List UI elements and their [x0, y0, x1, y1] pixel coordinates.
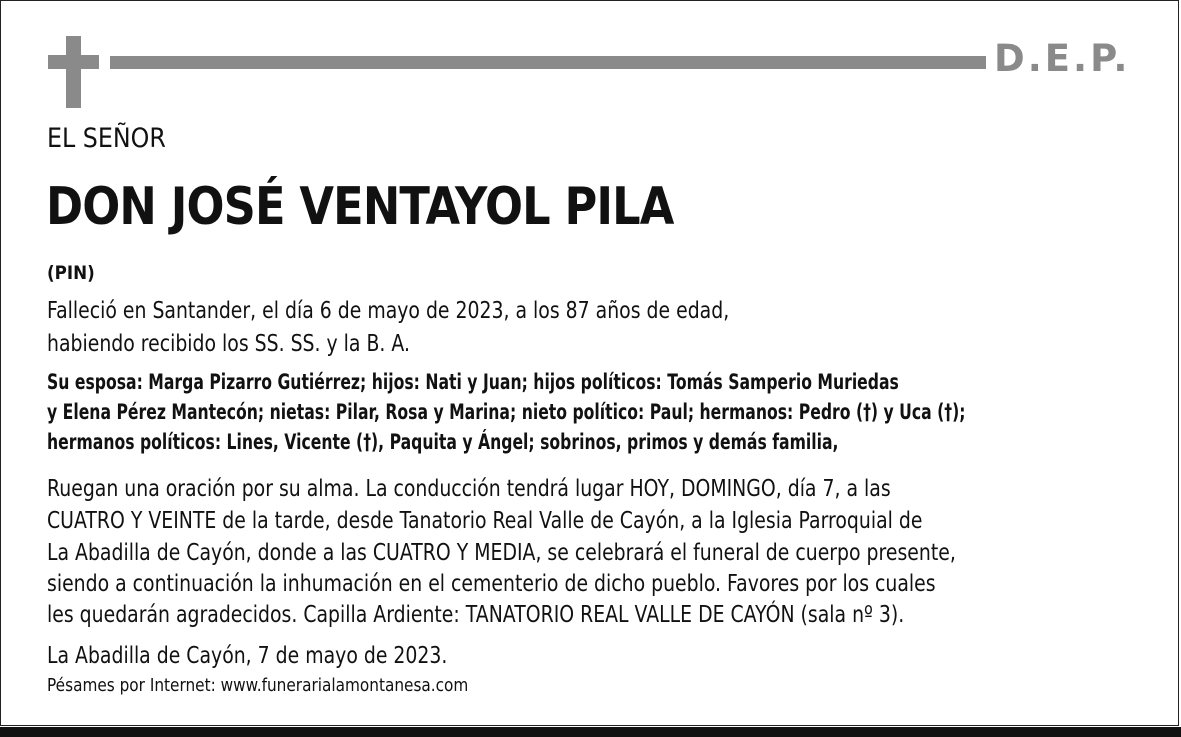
family-line: Su esposa: Marga Pizarro Gutiérrez; hijos: Nati y Juan; hijos políticos: Tomás Samperio Muriedas	[47, 370, 899, 394]
ceremony-line: siendo a continuación la inhumación en el cementerio de dicho pueblo. Favores por los cuales	[47, 571, 936, 597]
cross-icon-horizontal	[48, 55, 99, 69]
header-rule	[110, 56, 986, 69]
death-line: Falleció en Santander, el día 6 de mayo de 2023, a los 87 años de edad,	[47, 298, 730, 324]
honorific-prefix: EL SEÑOR	[47, 123, 166, 154]
place-date: La Abadilla de Cayón, 7 de mayo de 2023.	[47, 643, 448, 669]
cross-icon-vertical	[66, 36, 81, 108]
ceremony-line: les quedarán agradecidos. Capilla Ardiente: TANATORIO REAL VALLE DE CAYÓN (sala nº 3).	[47, 602, 905, 628]
online-condolences: Pésames por Internet: www.funerarialamontanesa.com	[47, 675, 469, 696]
ceremony-line: Ruegan una oración por su alma. La conducción tendrá lugar HOY, DOMINGO, día 7, a las	[47, 476, 891, 502]
ceremony-line: La Abadilla de Cayón, donde a las CUATRO Y MEDIA, se celebrará el funeral de cuerpo presente,	[47, 540, 956, 566]
ceremony-line: CUATRO Y VEINTE de la tarde, desde Tanatorio Real Valle de Cayón, a la Iglesia Parroquial de	[47, 508, 923, 534]
deceased-name: DON JOSÉ VENTAYOL PILA	[46, 177, 674, 237]
nickname: (PIN)	[47, 262, 95, 284]
bottom-bar	[0, 727, 1181, 737]
family-line: hermanos políticos: Lines, Vicente (†), Paquita y Ángel; sobrinos, primos y demás familia,	[47, 430, 839, 454]
family-line: y Elena Pérez Mantecón; nietas: Pilar, Rosa y Marina; nieto político: Paul; hermanos: Pedro (†) y Uca (†);	[47, 400, 966, 424]
dep-label: D.E.P.	[994, 37, 1131, 80]
death-line: habiendo recibido los SS. SS. y la B. A.	[47, 331, 410, 357]
